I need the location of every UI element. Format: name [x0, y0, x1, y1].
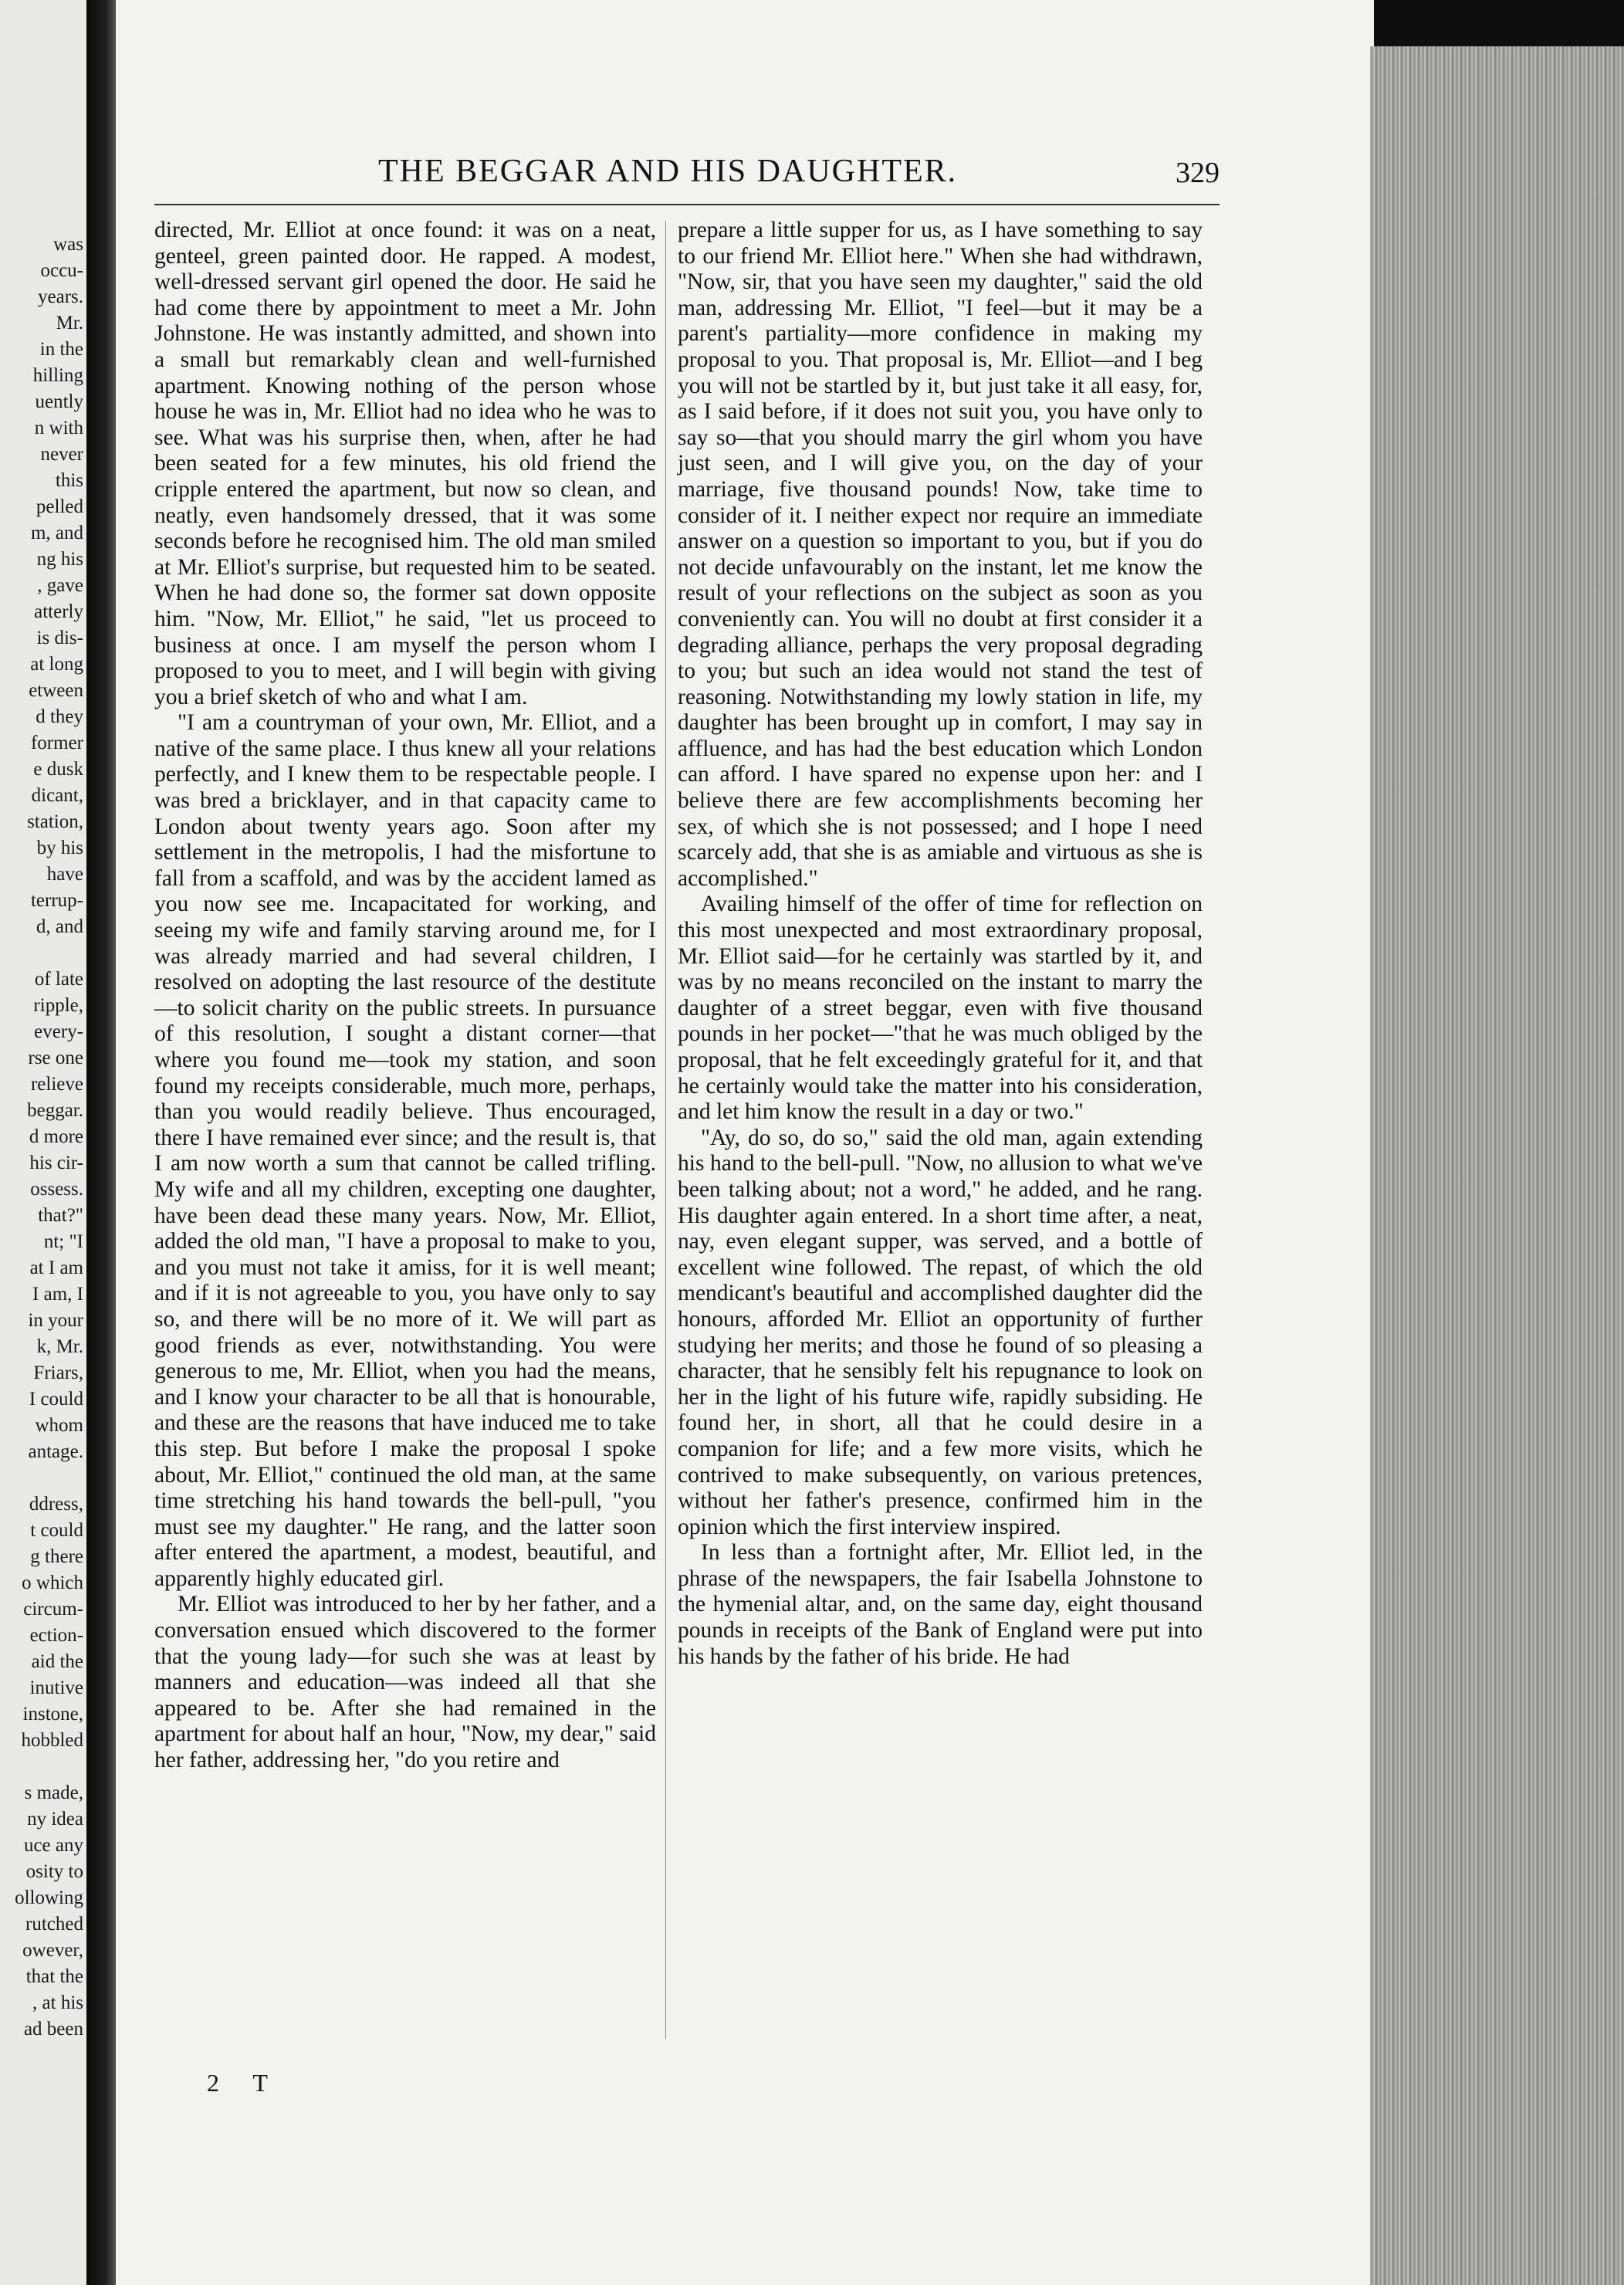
margin-fragment: rutched	[25, 1914, 83, 1935]
margin-fragment: that?"	[38, 1205, 83, 1226]
paragraph: "I am a countryman of your own, Mr. Elliot, and a native of the same place. I thus knew all your relations perfectly, and I knew them to be respectable people. I was bred a bricklayer, and in that capacity came to London about twenty years ago. Soon after my settlement in the metropolis, I had the misfortune to fall from a scaffold, and was by the accident lamed as you now see me. Incapacitated for working, and seeing my wife and family starving around me, for I was already married and had several children, I resolved on adopting the last resource of the destitute—to solicit charity on the public streets. In pursuance of this resolution, I sought a distant corner—that where you found me—took my station, and soon found my receipts considerable, much more, perhaps, than you would readily believe. Thus encouraged, there I have remained ever since; and the result is, that I am now worth a sum that cannot be called trifling. My wife and all my children, excepting one daughter, have been dead these many years. Now, Mr. Elliot, added the old man, "I have a proposal to make to you, and you must not take it amiss, for it is well meant; and if it is not agreeable to you, you have only to say so, and there will be no more of it. We will part as good friends as ever, notwithstanding. You were generous to me, Mr. Elliot, when you had the means, and I know your character to be all that is honourable, and these are the reasons that have induced me to take this step. But before I make the proposal I spoke about, Mr. Elliot," continued the old man, at the same time stretching his hand towards the bell-pull, "you must see my daughter." He rang, and the latter soon after entered the apartment, a modest, beautiful, and apparently highly educated girl.	[154, 710, 656, 1591]
margin-fragment: in your	[28, 1310, 83, 1331]
margin-fragment: ossess.	[30, 1179, 83, 1200]
margin-fragment: rse one	[28, 1048, 83, 1068]
margin-fragment: ad been	[23, 2019, 83, 2040]
page-edges	[1370, 46, 1624, 2285]
margin-fragment: ection-	[29, 1625, 83, 1646]
margin-fragment: whom	[35, 1415, 83, 1436]
margin-fragment: terrup-	[30, 890, 83, 911]
margin-fragment: station,	[27, 811, 83, 832]
margin-fragment: beggar.	[27, 1100, 83, 1121]
margin-fragment: nt; "I	[43, 1231, 83, 1252]
column-divider	[665, 221, 666, 2039]
paragraph: Availing himself of the offer of time for reflection on this most unexpected and most extraordinary proposal, Mr. Elliot said—for he certainly was startled by it, and was by no means reconciled on the instant to marry the daughter of a street beggar, even with five thousand pounds in her pocket—"that he was much obliged by the proposal, that he felt exceedingly grateful for it, and that he certainly would take the matter into his consideration, and let him know the result in a day or two."	[678, 892, 1203, 1125]
margin-fragment: instone,	[22, 1704, 83, 1725]
margin-fragment: o which	[22, 1572, 83, 1593]
margin-fragment: k, Mr.	[36, 1336, 83, 1357]
margin-fragment: uce any	[23, 1835, 83, 1856]
margin-fragment: I am, I	[32, 1284, 83, 1305]
margin-fragment: years.	[38, 286, 83, 307]
margin-fragment: never	[40, 444, 83, 465]
margin-fragment: occu-	[40, 260, 83, 281]
paragraph: In less than a fortnight after, Mr. Elliot led, in the phrase of the newspapers, the fair Isabella Johnstone to the hymenial altar, and, on the same day, eight thousand pounds in receipts of the Bank of England were put into his hands by the father of his bride. He had	[678, 1540, 1203, 1669]
paragraph: prepare a little supper for us, as I have something to say to our friend Mr. Elliot here." When she had withdrawn, "Now, sir, that you have seen my daughter," said the old man, addressing Mr. Elliot, "I feel—but it may be a parent's partiality—more confidence in making my proposal to you. That proposal is, Mr. Elliot—and I beg you will not be startled by it, but just take it all easy, for, as I said before, if it does not suit you, you have only to say so—that you should marry the girl whom you have just seen, and I will give you, on the day of your marriage, five thousand pounds! Now, take time to consider of it. I neither expect nor require an immediate answer on a question so important to you, but if you do not decide unfavourably on the instant, let me know the result of your reflections on the subject as soon as you conveniently can. You will no doubt at first consider it a degrading alliance, perhaps the very proposal degrading to you; but such an idea would not stand the test of reasoning. Notwithstanding my lowly station in life, my daughter has been brought up in comfort, I may say in affluence, and has had the best education which London can afford. I have spared no expense upon her: and I believe there are few accomplishments becoming her sex, of which she is not possessed; and I hope I need scarcely add, that she is as amiable and virtuous as she is accomplished."	[678, 218, 1203, 891]
margin-fragment: d more	[29, 1126, 83, 1147]
margin-fragment: osity to	[25, 1861, 83, 1882]
margin-fragment: have	[46, 864, 83, 885]
right-column	[678, 218, 1203, 1670]
margin-fragment: m, and	[30, 523, 83, 543]
margin-fragment: antage.	[28, 1441, 83, 1462]
margin-fragment: pelled	[36, 496, 83, 517]
margin-fragment: ny idea	[27, 1809, 83, 1830]
margin-fragment: is dis-	[36, 628, 83, 648]
margin-fragment: d, and	[36, 916, 83, 937]
margin-fragment: I could	[29, 1389, 83, 1410]
margin-fragment: ng his	[36, 549, 83, 570]
margin-fragment: relieve	[30, 1074, 83, 1095]
margin-fragment: at I am	[29, 1258, 83, 1278]
left-column	[154, 218, 656, 1774]
margin-fragment: inutive	[29, 1677, 83, 1698]
page-number: 329	[1176, 157, 1220, 189]
margin-fragment: his cir-	[29, 1153, 83, 1173]
margin-fragment: former	[30, 733, 83, 753]
previous-page-text-fragments	[0, 232, 83, 2043]
running-header	[162, 153, 1220, 199]
margin-fragment: of late	[34, 969, 83, 990]
margin-fragment: t could	[30, 1520, 83, 1541]
margin-fragment: hobbled	[21, 1730, 83, 1751]
margin-fragment: owever,	[22, 1940, 83, 1961]
margin-fragment: ripple,	[33, 995, 83, 1016]
margin-fragment: s made,	[24, 1782, 83, 1803]
margin-fragment: ddress,	[29, 1494, 83, 1515]
margin-fragment: in the	[39, 339, 83, 360]
margin-fragment	[0, 940, 83, 966]
margin-fragment: was	[53, 234, 83, 255]
header-rule	[154, 204, 1220, 205]
margin-fragment: , at his	[32, 1992, 83, 2013]
running-title: THE BEGGAR AND HIS DAUGHTER.	[378, 154, 958, 189]
margin-fragment: Mr.	[56, 313, 83, 333]
margin-fragment: uently	[35, 391, 83, 412]
margin-fragment: ollowing	[15, 1887, 83, 1908]
margin-fragment: n with	[34, 418, 83, 438]
margin-fragment: this	[55, 470, 83, 491]
margin-fragment: etween	[29, 680, 83, 701]
margin-fragment: , gave	[37, 575, 83, 596]
paragraph: directed, Mr. Elliot at once found: it was on a neat, genteel, green painted door. He rapped. A modest, well-dressed servant girl opened the door. He said he had come there by appointment to meet a Mr. John Johnstone. He was instantly admitted, and shown into a small but remarkably clean and well-furnished apartment. Knowing nothing of the person whose house he was in, Mr. Elliot had no idea who he was to see. What was his surprise then, when, after he had been seated for a few minutes, his old friend the cripple entered the apartment, but now so clean, and neatly, even handsomely dressed, that it was some seconds before he recognised him. The old man smiled at Mr. Elliot's surprise, but requested him to be seated. When he had done so, the former sat down opposite him. "Now, Mr. Elliot," he said, "let us proceed to business at once. I am myself the person whom I proposed to you to meet, and I will begin with giving you a brief sketch of who and what I am.	[154, 218, 656, 709]
margin-fragment: atterly	[34, 601, 83, 622]
margin-fragment: circum-	[23, 1599, 83, 1620]
margin-fragment: e dusk	[33, 759, 83, 780]
margin-fragment: at long	[30, 654, 83, 675]
printer-signature-mark: 2 T	[207, 2069, 282, 2097]
margin-fragment: aid the	[31, 1651, 83, 1672]
margin-fragment: every-	[34, 1021, 83, 1042]
margin-fragment: that the	[25, 1966, 83, 1987]
margin-fragment: hilling	[32, 365, 83, 386]
margin-fragment: d they	[36, 706, 83, 727]
margin-fragment: dicant,	[31, 785, 83, 806]
margin-fragment: Friars,	[33, 1363, 83, 1383]
margin-fragment	[0, 1754, 83, 1780]
previous-page-strip	[0, 0, 91, 2285]
margin-fragment	[0, 1465, 83, 1491]
margin-fragment: g there	[30, 1546, 83, 1567]
paragraph: Mr. Elliot was introduced to her by her father, and a conversation ensued which discovered to the former that the young lady—for such she was at least by manners and education—was indeed all that she appeared to be. After she had remained in the apartment for about half an hour, "Now, my dear," said her father, addressing her, "do you retire and	[154, 1592, 656, 1773]
margin-fragment: by his	[36, 838, 83, 858]
paragraph: "Ay, do so, do so," said the old man, again extending his hand to the bell-pull. "Now, no allusion to what we've been talking about; not a word," he added, and he rang. His daughter again entered. In a short time after, a neat, nay, even elegant supper, was served, and a bottle of excellent wine followed. The repast, of which the old mendicant's beautiful and accomplished daughter did the honours, afforded Mr. Elliot an opportunity of further studying her merits; and those he found of so pleasing a character, that he sensibly felt his repugnance to look on her in the light of his future wife, rapidly subsiding. He found her, in short, all that he could desire in a companion for life; and a few more visits, which he contrived to make subsequently, on various pretences, without her father's presence, confirmed him in the opinion which the first interview inspired.	[678, 1125, 1203, 1539]
